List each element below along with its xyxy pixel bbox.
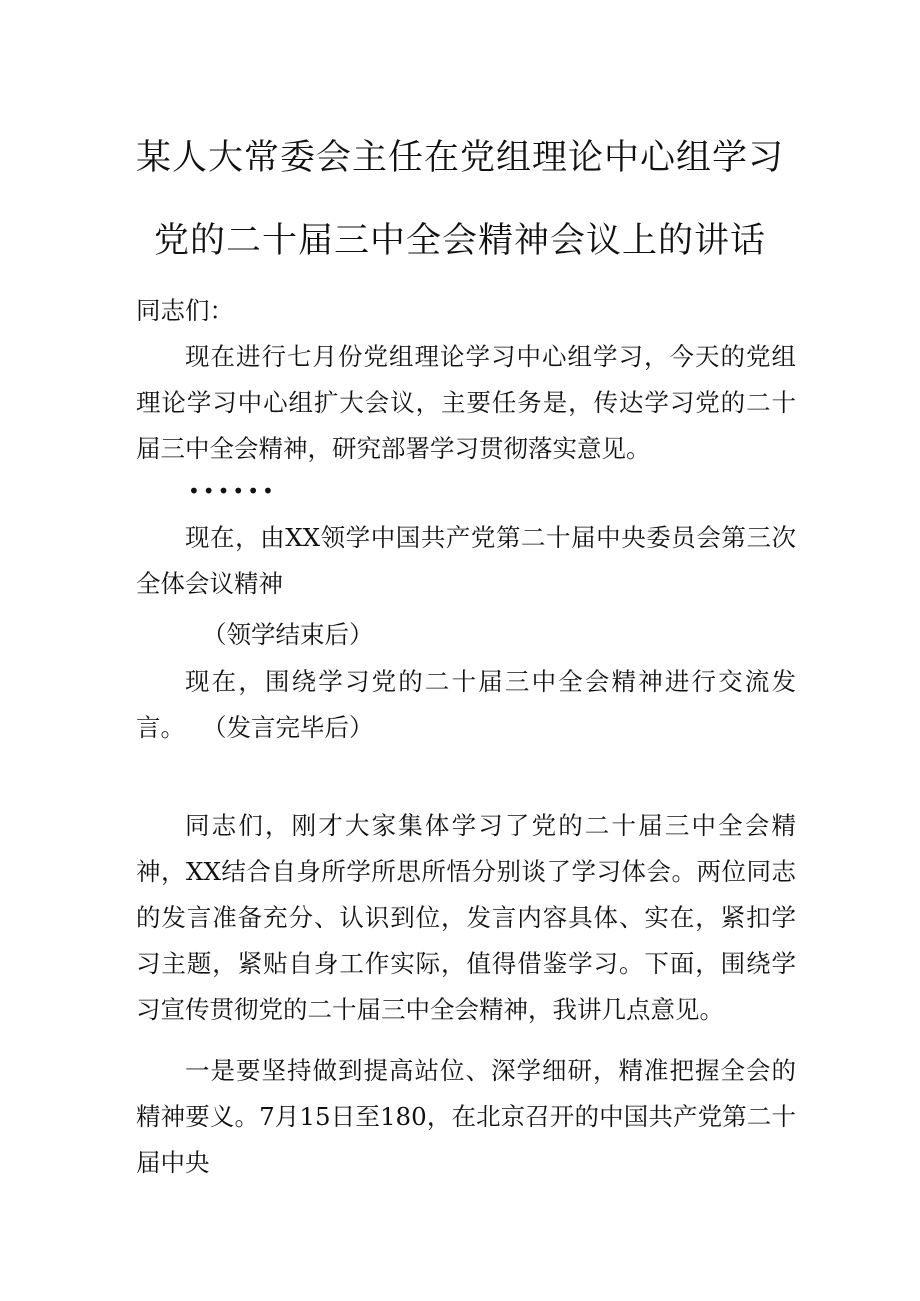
document-title-line-1: 某人大常委会主任在党组理论中心组学习 — [135, 138, 784, 178]
note-after-lead-study: （领学结束后） — [202, 620, 374, 649]
paragraph-lead-study: 现在，由XX领学中国共产党第二十届中央委员会第三次全体会议精神 — [136, 523, 796, 598]
salutation: 同志们： — [136, 296, 234, 325]
document-title-line-2: 党的二十届三中全会精神会议上的讲话 — [153, 221, 766, 261]
note-after-speeches: （发言完毕后） — [202, 713, 374, 742]
paragraph-exchange: 现在，围绕学习党的二十届三中全会精神进行交流发言。 — [136, 667, 796, 742]
paragraph-summary: 同志们，刚才大家集体学习了党的二十届三中全会精神，XX结合自身所学所思所悟分别谈了学习体会。两位同志的发言准备充分、认识到位，发言内容具体、实在，紧扣学习主题，紧贴自身工作实际，值得借鉴学习。下面，围绕学习宣传贯彻党的二十届三中全会精神，我讲几点意见。 — [136, 811, 796, 1024]
ellipsis-dots: •••••• — [188, 479, 277, 503]
paragraph-opening: 现在进行七月份党组理论学习中心组学习，今天的党组理论学习中心组扩大会议，主要任务是，传达学习党的二十届三中全会精神，研究部署学习贯彻落实意见。 — [136, 342, 796, 463]
paragraph-point-one: 一是要坚持做到提高站位、深学细研，精准把握全会的精神要义。7月15日至180，在北京召开的中国共产党第二十届中央 — [136, 1056, 796, 1177]
